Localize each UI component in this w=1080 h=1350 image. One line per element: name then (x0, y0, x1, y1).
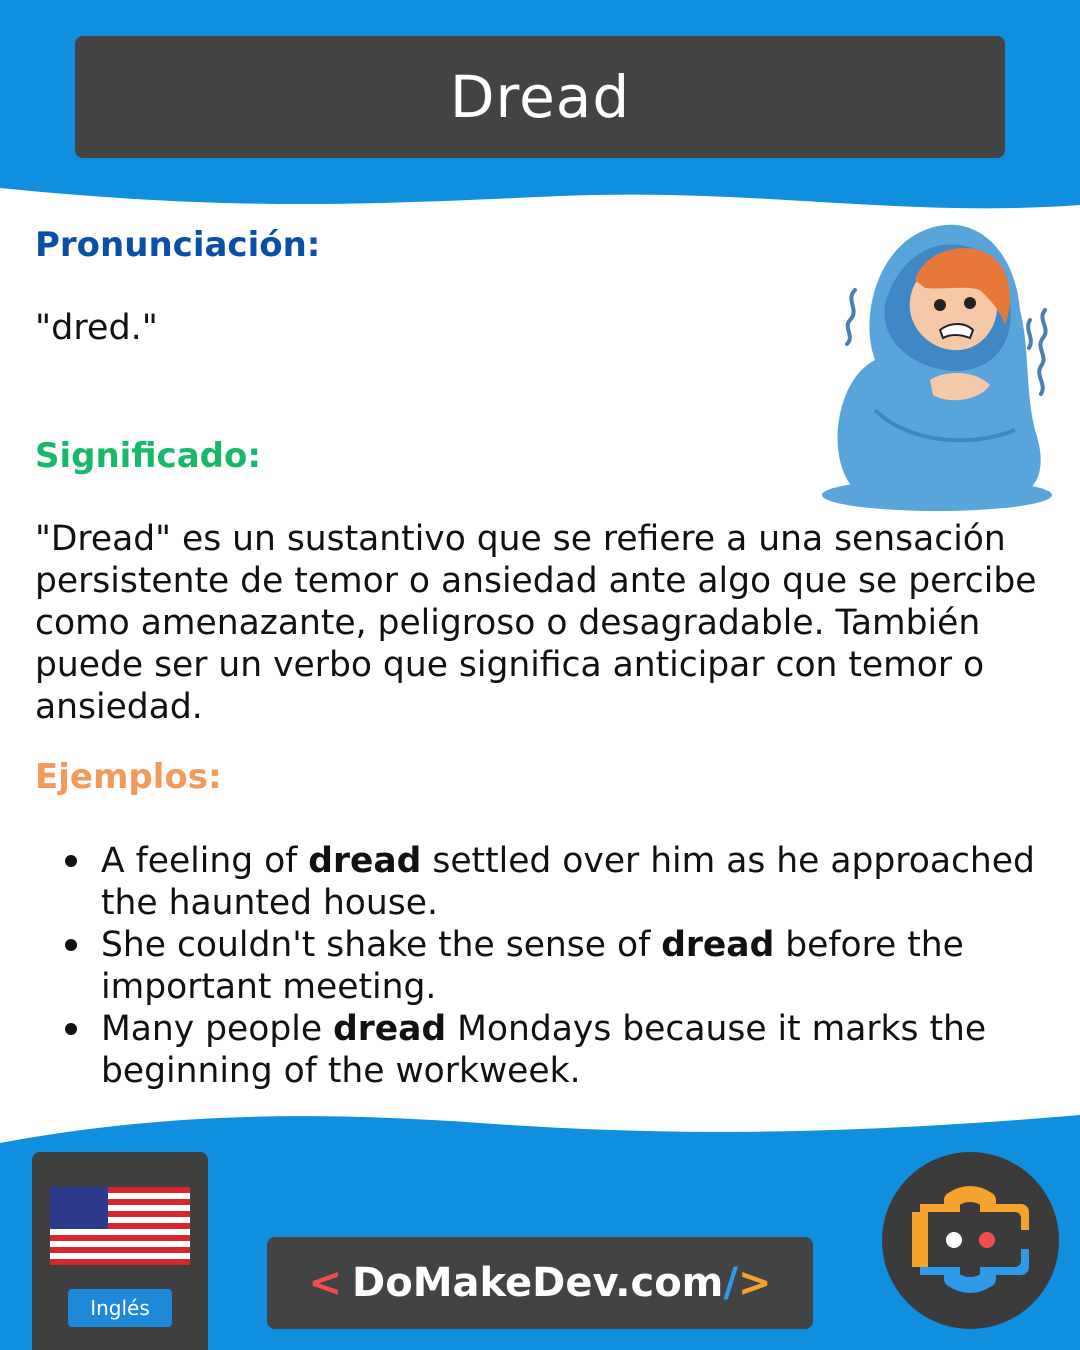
bullet-icon (65, 855, 77, 867)
list-item: She couldn't shake the sense of dread before the important meeting. (65, 924, 1075, 1008)
bullet-icon (65, 1023, 77, 1035)
brand-close-bracket: > (737, 1260, 772, 1306)
list-item: Many people dread Mondays because it marks the beginning of the workweek. (65, 1008, 1075, 1092)
pronunciation-heading: Pronunciación: (35, 225, 321, 265)
brand-name: DoMakeDev.com (352, 1260, 724, 1306)
page-title: Dread (449, 63, 631, 131)
examples-heading: Ejemplos: (35, 757, 222, 797)
brand-banner[interactable] (267, 1237, 813, 1329)
us-flag-icon (50, 1187, 190, 1265)
brand-open-bracket: < (308, 1260, 343, 1306)
meaning-heading: Significado: (35, 436, 261, 476)
language-badge: Inglés (68, 1289, 172, 1327)
title-banner (75, 36, 1005, 158)
list-item: A feeling of dread settled over him as he approached the haunted house. (65, 840, 1075, 924)
domakedev-logo-icon (882, 1152, 1059, 1329)
language-card (32, 1152, 208, 1350)
brand-slash: / (723, 1260, 738, 1306)
meaning-text: "Dread" es un sustantivo que se refiere a una sensación persistente de temor o ansiedad ante algo que se percibe como amenazante, peligroso o desagradable. También puede ser un verbo que significa anticipar con temor o ansiedad. (35, 519, 1037, 727)
pronunciation-text: "dred." (35, 308, 158, 348)
bullet-icon (65, 939, 77, 951)
examples-list (65, 840, 1075, 1092)
shivering-person-blanket-icon (815, 210, 1055, 515)
